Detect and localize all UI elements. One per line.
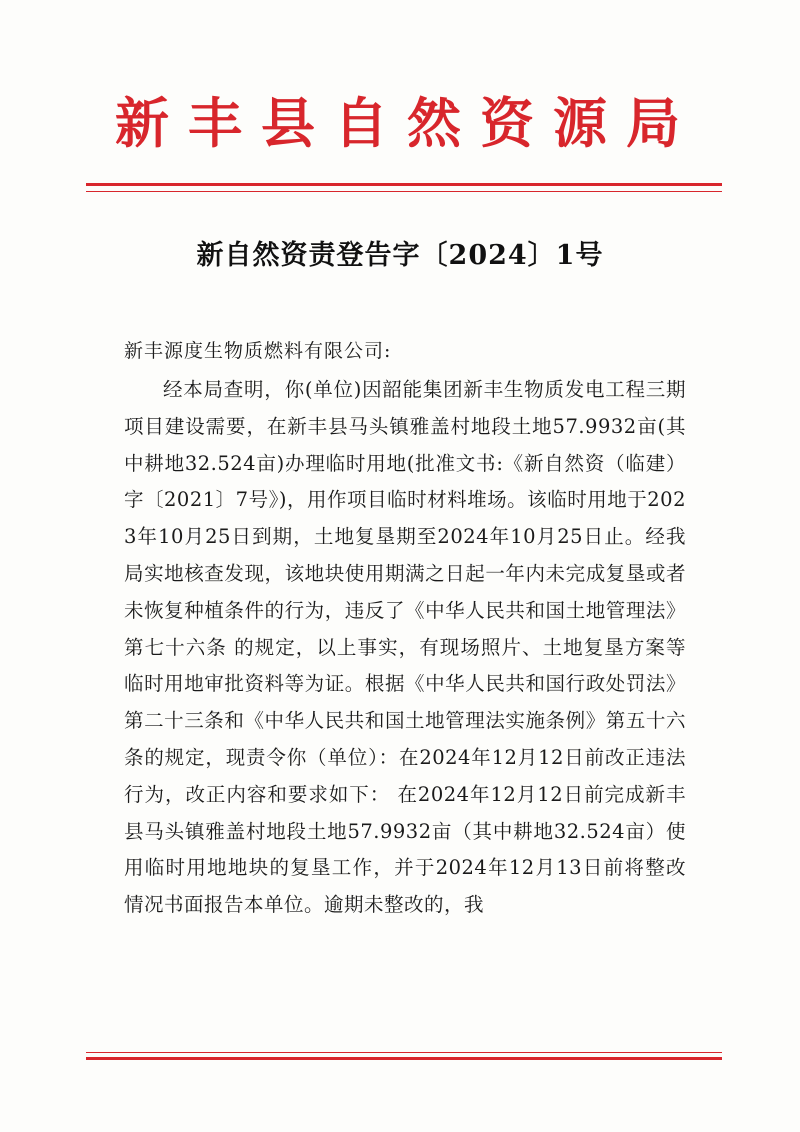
- document-number: 新自然资责登告字〔2024〕1号: [196, 240, 604, 271]
- footer-red-rule-thick: [86, 1057, 722, 1060]
- agency-name-header: 新丰县自然资源局: [115, 91, 699, 155]
- footer-red-rule-thin: [86, 1052, 722, 1053]
- header-red-rule-thick: [86, 183, 722, 186]
- salutation: 新丰源度生物质燃料有限公司:: [124, 340, 392, 362]
- letter-body: 经本局查明，你(单位)因韶能集团新丰生物质发电工程三期项目建设需要，在新丰县马头镇雅盖村地段土地57.9932亩(其中耕地32.524亩)办理临时用地(批准文书:《新自然资（临建）字〔2021〕7号》)，用作项目临时材料堆场。该临时用地于2023年10月25日到期，土地复垦期至2024年10月25日止。经我局实地核查发现，该地块使用期满之日起一年内未完成复垦或者未恢复种植条件的行为，违反了《中华人民共和国土地管理法》第七十六条 的规定，以上事实，有现场照片、土地复垦方案等临时用地审批资料等为证。根据《中华人民共和国行政处罚法》第二十三条和《中华人民共和国土地管理法实施条例》第五十六条的规定，现责令你（单位）：在2024年12月12日前改正违法行为，改正内容和要求如下： 在2024年12月12日前完成新丰县马头镇雅盖村地段土地57.9932亩（其中耕地32.524亩）使用临时用地地块的复垦工作，并于2024年12月13日前将整改情况书面报告本单位。逾期未整改的，我: [124, 378, 686, 917]
- header-red-rule-thin: [86, 191, 722, 192]
